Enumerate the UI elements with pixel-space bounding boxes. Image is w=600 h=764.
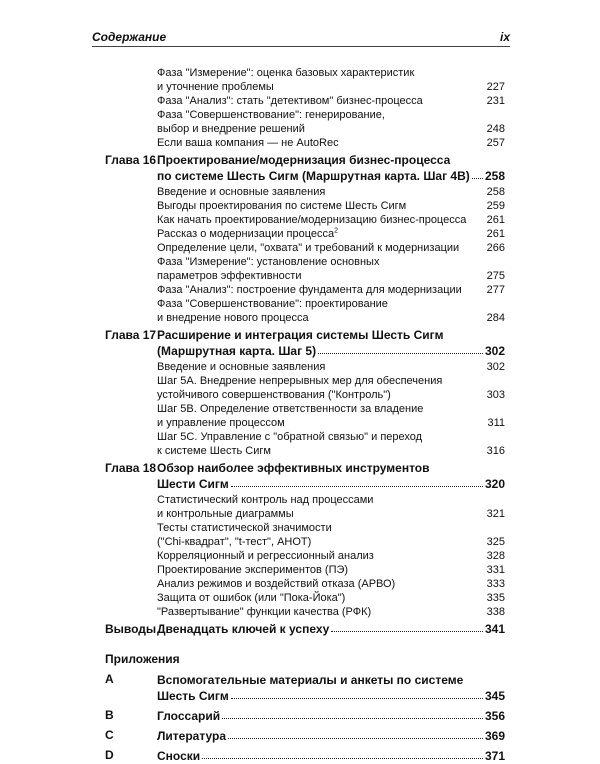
- chapter-number: Глава 18: [105, 461, 157, 475]
- chapter-number: Глава 16: [105, 153, 157, 167]
- dot-leader: [231, 476, 483, 487]
- toc-leader-line: [157, 476, 505, 492]
- toc-entry-text: Выгоды проектирования по системе Шесть Сигм: [157, 200, 407, 212]
- toc-entry-text: выбор и внедрение решений: [157, 123, 305, 135]
- toc-entry-text: Защита от ошибок (или "Пока-Йока"): [157, 592, 346, 604]
- appendix-letter: B: [105, 708, 114, 722]
- toc-leader-line: [157, 591, 505, 605]
- toc-entry-text: Тесты статистической значимости: [157, 522, 332, 534]
- toc-entry-text: устойчивого совершенствования ("Контроль"): [157, 389, 391, 401]
- toc-leader-line: [157, 708, 505, 724]
- toc-page-number: 257: [486, 137, 505, 149]
- toc-leader-line: [157, 185, 505, 199]
- toc-leader-line: [157, 269, 505, 283]
- toc-page-number: 321: [486, 508, 505, 520]
- toc-entry-text: Фаза "Анализ": стать "детективом" бизнес-процесса: [157, 95, 423, 107]
- toc-leader-line: [157, 688, 505, 704]
- toc-entry-text: и уточнение проблемы: [157, 81, 274, 93]
- toc-leader-line: [157, 80, 505, 94]
- chapter-title: по системе Шесть Сигм (Маршрутная карта. Шаг 4B): [157, 169, 470, 183]
- chapter-page-number: 320: [484, 477, 505, 491]
- footnote-marker: 2: [334, 227, 339, 235]
- toc-leader-line: [157, 241, 505, 255]
- toc-leader-line: [157, 728, 505, 744]
- toc-leader-line: [157, 605, 505, 619]
- toc-leader-line: [157, 213, 505, 227]
- toc-leader-line: [157, 416, 505, 430]
- header-page-number: ix: [499, 30, 510, 44]
- chapter-title: Проектирование/модернизация бизнес-процесса: [157, 153, 451, 167]
- dot-leader: [331, 621, 483, 632]
- toc-entry-text: ("Chi-квадрат", "t-тест", АНОТ): [157, 536, 312, 548]
- appendix-page-number: 369: [484, 729, 505, 743]
- dot-leader: [318, 343, 483, 354]
- toc-page-number: 333: [486, 578, 505, 590]
- appendix-page-number: 356: [484, 709, 505, 723]
- toc-entry-text: и управление процессом: [157, 417, 285, 429]
- toc-page-number: 335: [486, 592, 505, 604]
- toc-leader-line: [157, 549, 505, 563]
- toc-leader-line: [157, 748, 505, 764]
- toc-page-number: 331: [486, 564, 505, 576]
- toc-entry-text: Фаза "Измерение": оценка базовых характеристик: [157, 67, 415, 79]
- appendix-heading: Приложения: [105, 652, 180, 666]
- toc-page-number: 248: [486, 123, 505, 135]
- toc-page-number: 258: [486, 186, 505, 198]
- toc-page-number: 338: [486, 606, 505, 618]
- toc-page-number: 325: [486, 536, 505, 548]
- running-header: [92, 27, 510, 47]
- toc-page-number: 302: [486, 361, 505, 373]
- toc-entry-text: Фаза "Измерение": установление основных: [157, 256, 380, 268]
- toc-leader-line: [157, 577, 505, 591]
- dot-leader: [222, 708, 483, 719]
- appendix-title: Литература: [157, 729, 227, 743]
- toc-page-number: 231: [486, 95, 505, 107]
- toc-entry-text: Шаг 5B. Определение ответственности за владение: [157, 403, 424, 415]
- toc-leader-line: [157, 283, 505, 297]
- appendix-title: Глоссарий: [157, 709, 221, 723]
- toc-leader-line: [157, 563, 505, 577]
- toc-leader-line: [157, 122, 505, 136]
- toc-leader-line: [157, 343, 505, 359]
- appendix-letter: C: [105, 728, 114, 742]
- toc-page-number: 311: [487, 417, 505, 429]
- chapter-page-number: 302: [484, 344, 505, 358]
- dot-leader: [231, 688, 483, 699]
- toc-leader-line: [157, 311, 505, 325]
- toc-page-number: 261: [486, 214, 505, 226]
- toc-page-number: 259: [486, 200, 505, 212]
- toc-leader-line: [157, 94, 505, 108]
- appendix-page-number: 345: [484, 689, 505, 703]
- chapter-number: Выводы: [105, 622, 157, 636]
- toc-entry-text: Фаза "Совершенствование": проектирование: [157, 298, 388, 310]
- toc-entry-text: Введение и основные заявления: [157, 186, 326, 198]
- toc-leader-line: [157, 360, 505, 374]
- chapter-page-number: 341: [484, 622, 505, 636]
- toc-page-number: 277: [486, 284, 505, 296]
- toc-entry-text: Проектирование экспериментов (ПЭ): [157, 564, 349, 576]
- toc-page-number: 284: [486, 312, 505, 324]
- toc-entry-text: параметров эффективности: [157, 270, 302, 282]
- toc-leader-line: [157, 444, 505, 458]
- toc-leader-line: [157, 227, 505, 241]
- toc-entry-text: Как начать проектирование/модернизацию бизнес-процесса: [157, 214, 467, 226]
- chapter-number: Глава 17: [105, 328, 157, 342]
- toc-leader-line: [157, 621, 505, 637]
- appendix-title: Шесть Сигм: [157, 689, 229, 703]
- dot-leader: [228, 728, 483, 739]
- appendix-letter: A: [105, 672, 114, 686]
- chapter-title: Шести Сигм: [157, 477, 229, 491]
- toc-leader-line: [157, 507, 505, 521]
- toc-entry-text: и контрольные диаграммы: [157, 508, 294, 520]
- toc-entry-text: "Развертывание" функции качества (РФК): [157, 606, 372, 618]
- toc-page-number: 275: [486, 270, 505, 282]
- chapter-page-number: 258: [484, 169, 505, 183]
- toc-entry-text: Статистический контроль над процессами: [157, 494, 374, 506]
- toc-entry-text: Рассказ о модернизации процесса$^2$: [157, 227, 339, 240]
- appendix-title: Сноски: [157, 749, 201, 763]
- chapter-title: Двенадцать ключей к успеху: [157, 622, 330, 636]
- toc-entry-text: Анализ режимов и воздействий отказа (АРВО): [157, 578, 396, 590]
- toc-leader-line: [157, 535, 505, 549]
- toc-entry-text: к системе Шесть Сигм: [157, 445, 271, 457]
- chapter-title: Расширение и интеграция системы Шесть Сигм: [157, 328, 444, 342]
- appendix-page-number: 371: [484, 749, 505, 763]
- dot-leader: [472, 168, 483, 179]
- toc-page-number: 328: [486, 550, 505, 562]
- chapter-title: (Маршрутная карта. Шаг 5): [157, 344, 317, 358]
- chapter-title: Обзор наиболее эффективных инструментов: [157, 461, 430, 475]
- toc-entry-text: Фаза "Анализ": построение фундамента для модернизации: [157, 284, 462, 296]
- appendix-letter: D: [105, 748, 114, 762]
- toc-entry-text: Фаза "Совершенствование": генерирование,: [157, 109, 385, 121]
- toc-page-number: 303: [486, 389, 505, 401]
- toc-entry-text: и внедрение нового процесса: [157, 312, 309, 324]
- toc-leader-line: [157, 136, 505, 150]
- appendix-title: Вспомогательные материалы и анкеты по системе: [157, 673, 464, 687]
- toc-leader-line: [157, 199, 505, 213]
- toc-page-number: 316: [486, 445, 505, 457]
- toc-page-number: 227: [486, 81, 505, 93]
- toc-page-number: 261: [486, 228, 505, 240]
- toc-leader-line: [157, 388, 505, 402]
- toc-entry-text: Шаг 5C. Управление с "обратной связью" и переход: [157, 431, 423, 443]
- toc-entry-text: Введение и основные заявления: [157, 361, 326, 373]
- toc-page-number: 266: [486, 242, 505, 254]
- toc-leader-line: [157, 168, 505, 184]
- toc-entry-text: Определение цели, "охвата" и требований к модернизации: [157, 242, 460, 254]
- toc-entry-text: Если ваша компания — не AutoRec: [157, 137, 339, 149]
- header-title: Содержание: [92, 30, 167, 44]
- toc-entry-text: Корреляционный и регрессионный анализ: [157, 550, 374, 562]
- toc-entry-text: Шаг 5A. Внедрение непрерывных мер для обеспечения: [157, 375, 443, 387]
